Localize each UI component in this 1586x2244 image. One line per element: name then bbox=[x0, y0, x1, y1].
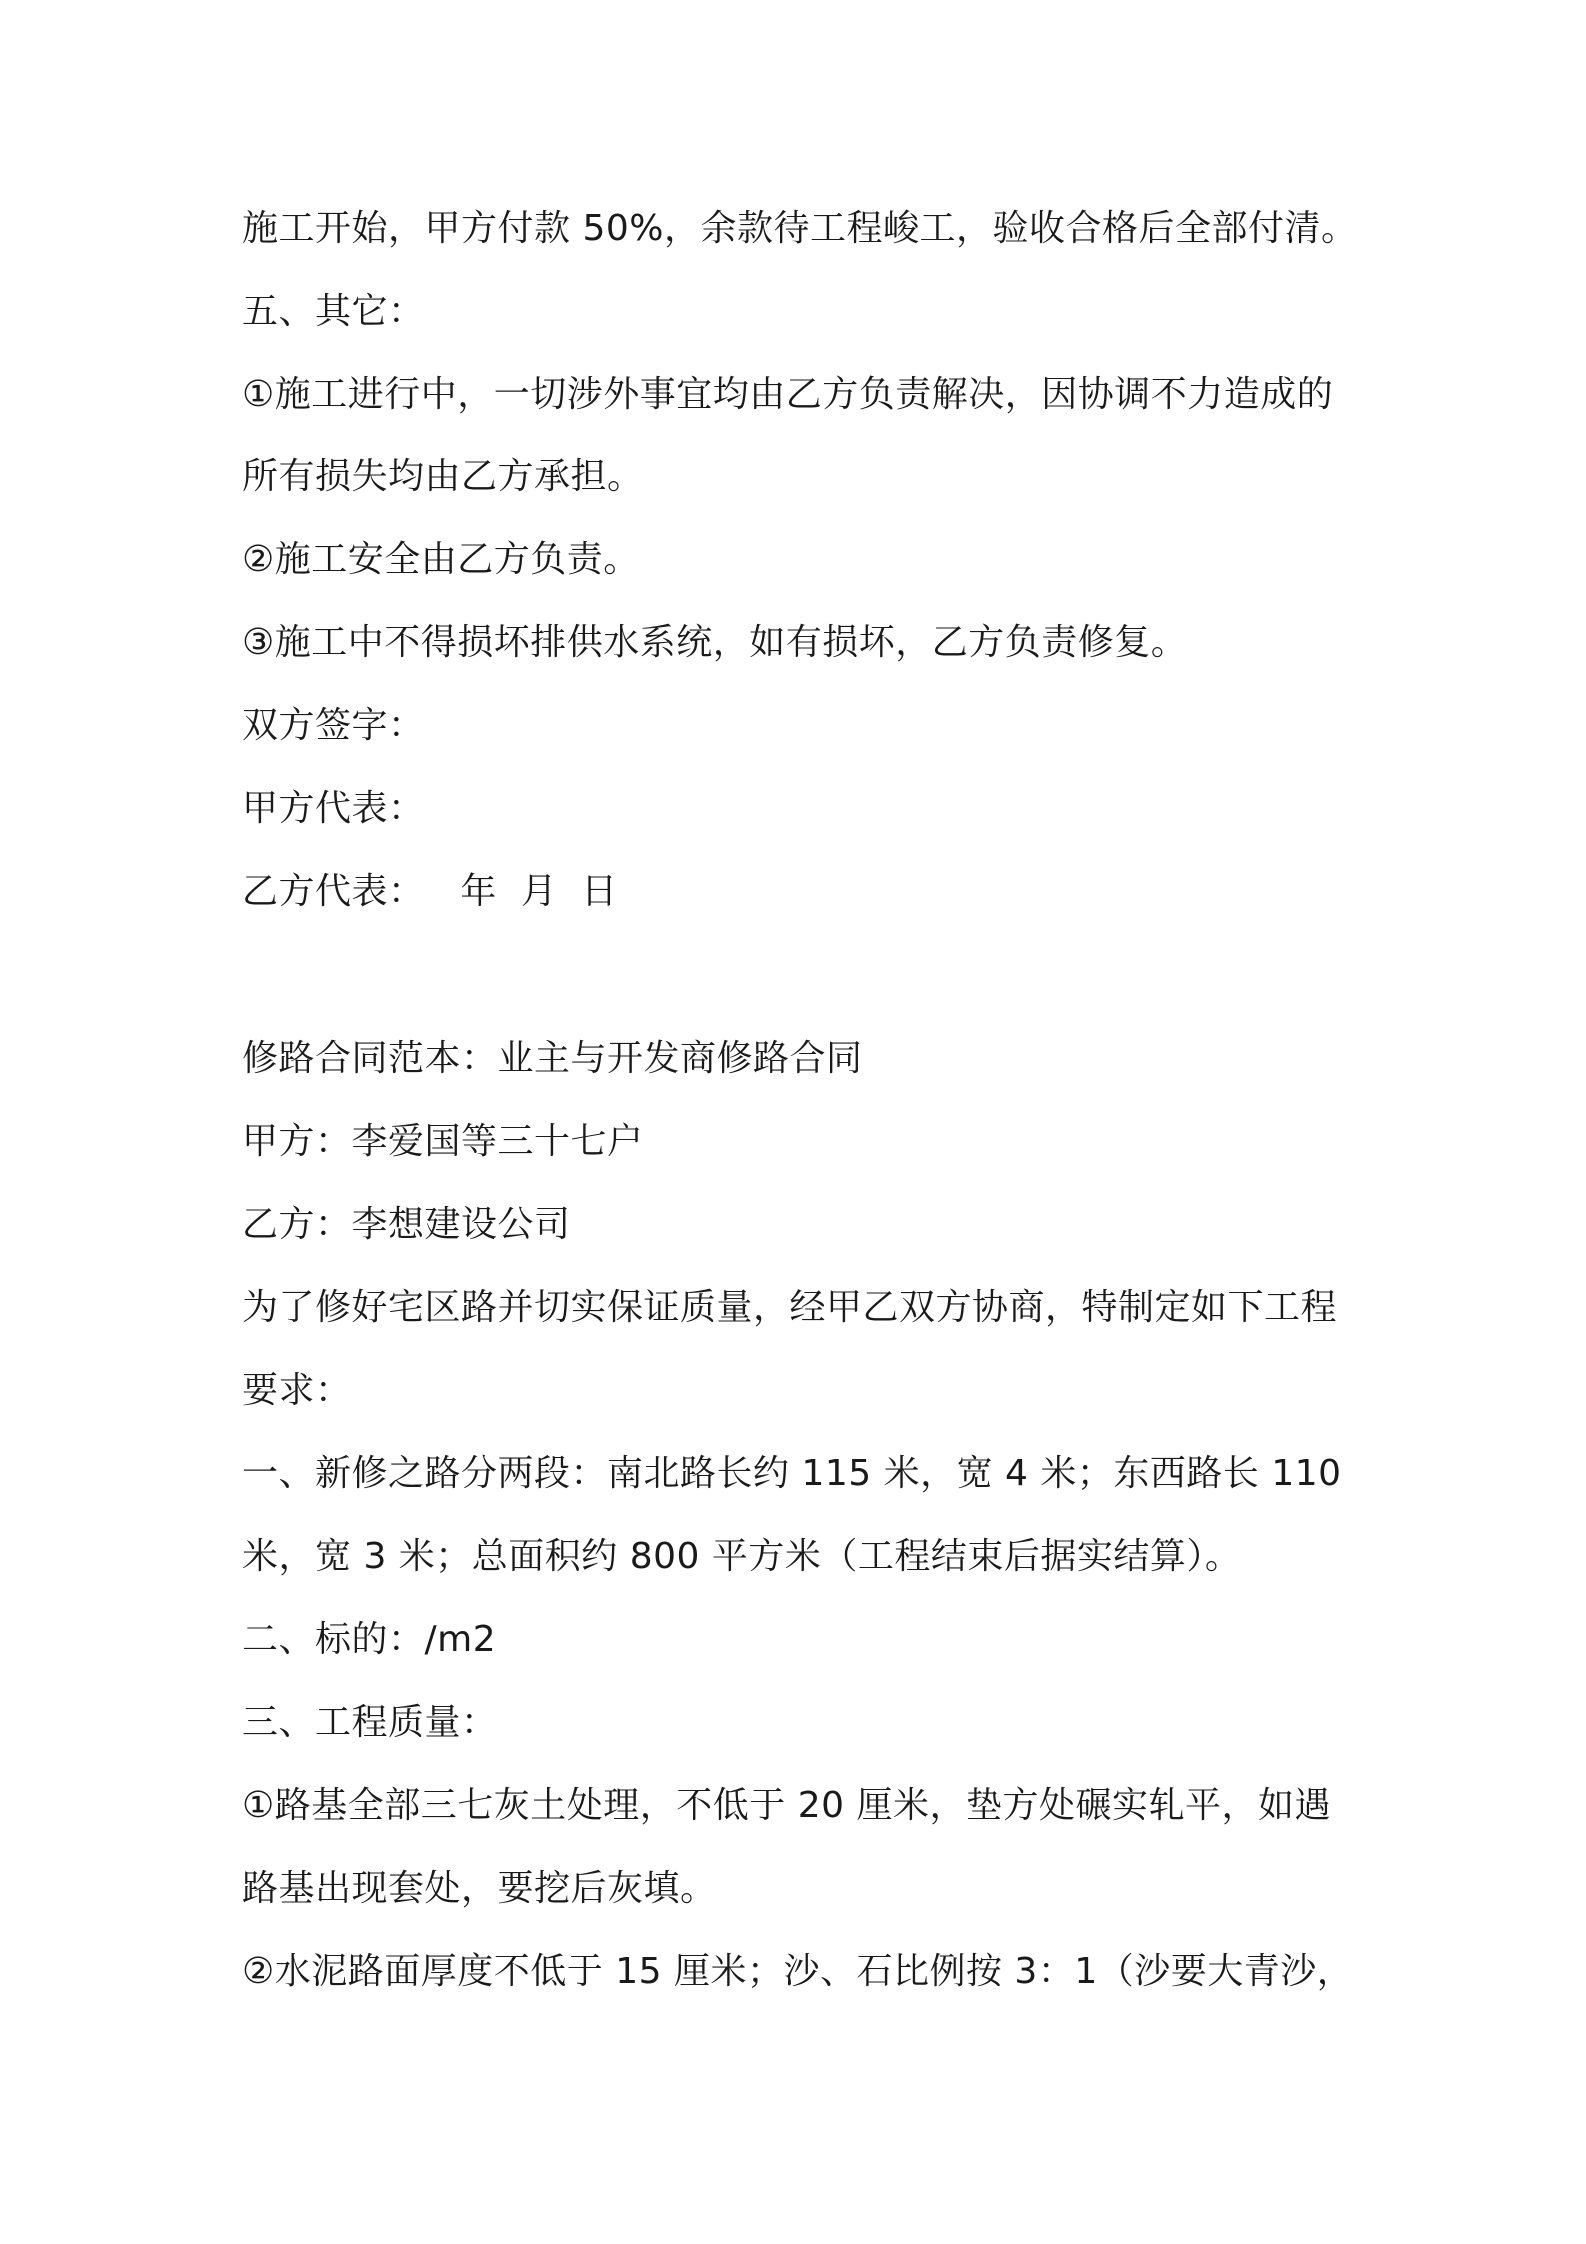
contract-title: 修路合同范本：业主与开发商修路合同 bbox=[242, 1038, 863, 1079]
clause-1-line-2: 米，宽 3 米；总面积约 800 平方米（工程结束后据实结算）。 bbox=[242, 1536, 1242, 1577]
payment-terms-line: 施工开始，甲方付款 50%，余款待工程峻工，验收合格后全部付清。 bbox=[242, 208, 1358, 249]
clause-2: 二、标的：/m2 bbox=[242, 1619, 497, 1660]
quality-item-1-line-1: ①路基全部三七灰土处理，不低于 20 厘米，垫方处碾实轧平，如遇 bbox=[242, 1785, 1331, 1826]
signatures-label: 双方签字： bbox=[242, 705, 425, 746]
party-b-representative-date: 乙方代表： 年 月 日 bbox=[242, 871, 618, 912]
party-a-representative: 甲方代表： bbox=[242, 788, 425, 829]
party-b: 乙方：李想建设公司 bbox=[242, 1204, 571, 1245]
clause-1-line-1: 一、新修之路分两段：南北路长约 115 米，宽 4 米；东西路长 110 bbox=[242, 1453, 1342, 1494]
clause-3-heading: 三、工程质量： bbox=[242, 1702, 498, 1743]
intro-line-2: 要求： bbox=[242, 1370, 352, 1411]
quality-item-2-line-1: ②水泥路面厚度不低于 15 厘米；沙、石比例按 3：1（沙要大青沙， bbox=[242, 1951, 1354, 1992]
other-item-3: ③施工中不得损坏排供水系统，如有损坏，乙方负责修复。 bbox=[242, 622, 1188, 663]
other-item-2: ②施工安全由乙方负责。 bbox=[242, 539, 640, 580]
other-item-1-line-2: 所有损失均由乙方承担。 bbox=[242, 456, 644, 497]
other-item-1-line-1: ①施工进行中，一切涉外事宜均由乙方负责解决，因协调不力造成的 bbox=[242, 374, 1334, 415]
quality-item-1-line-2: 路基出现套处，要挖后灰填。 bbox=[242, 1868, 717, 1909]
party-a: 甲方：李爱国等三十七户 bbox=[242, 1121, 644, 1162]
section-heading-other: 五、其它： bbox=[242, 291, 425, 332]
intro-line-1: 为了修好宅区路并切实保证质量，经甲乙双方协商，特制定如下工程 bbox=[242, 1287, 1338, 1328]
